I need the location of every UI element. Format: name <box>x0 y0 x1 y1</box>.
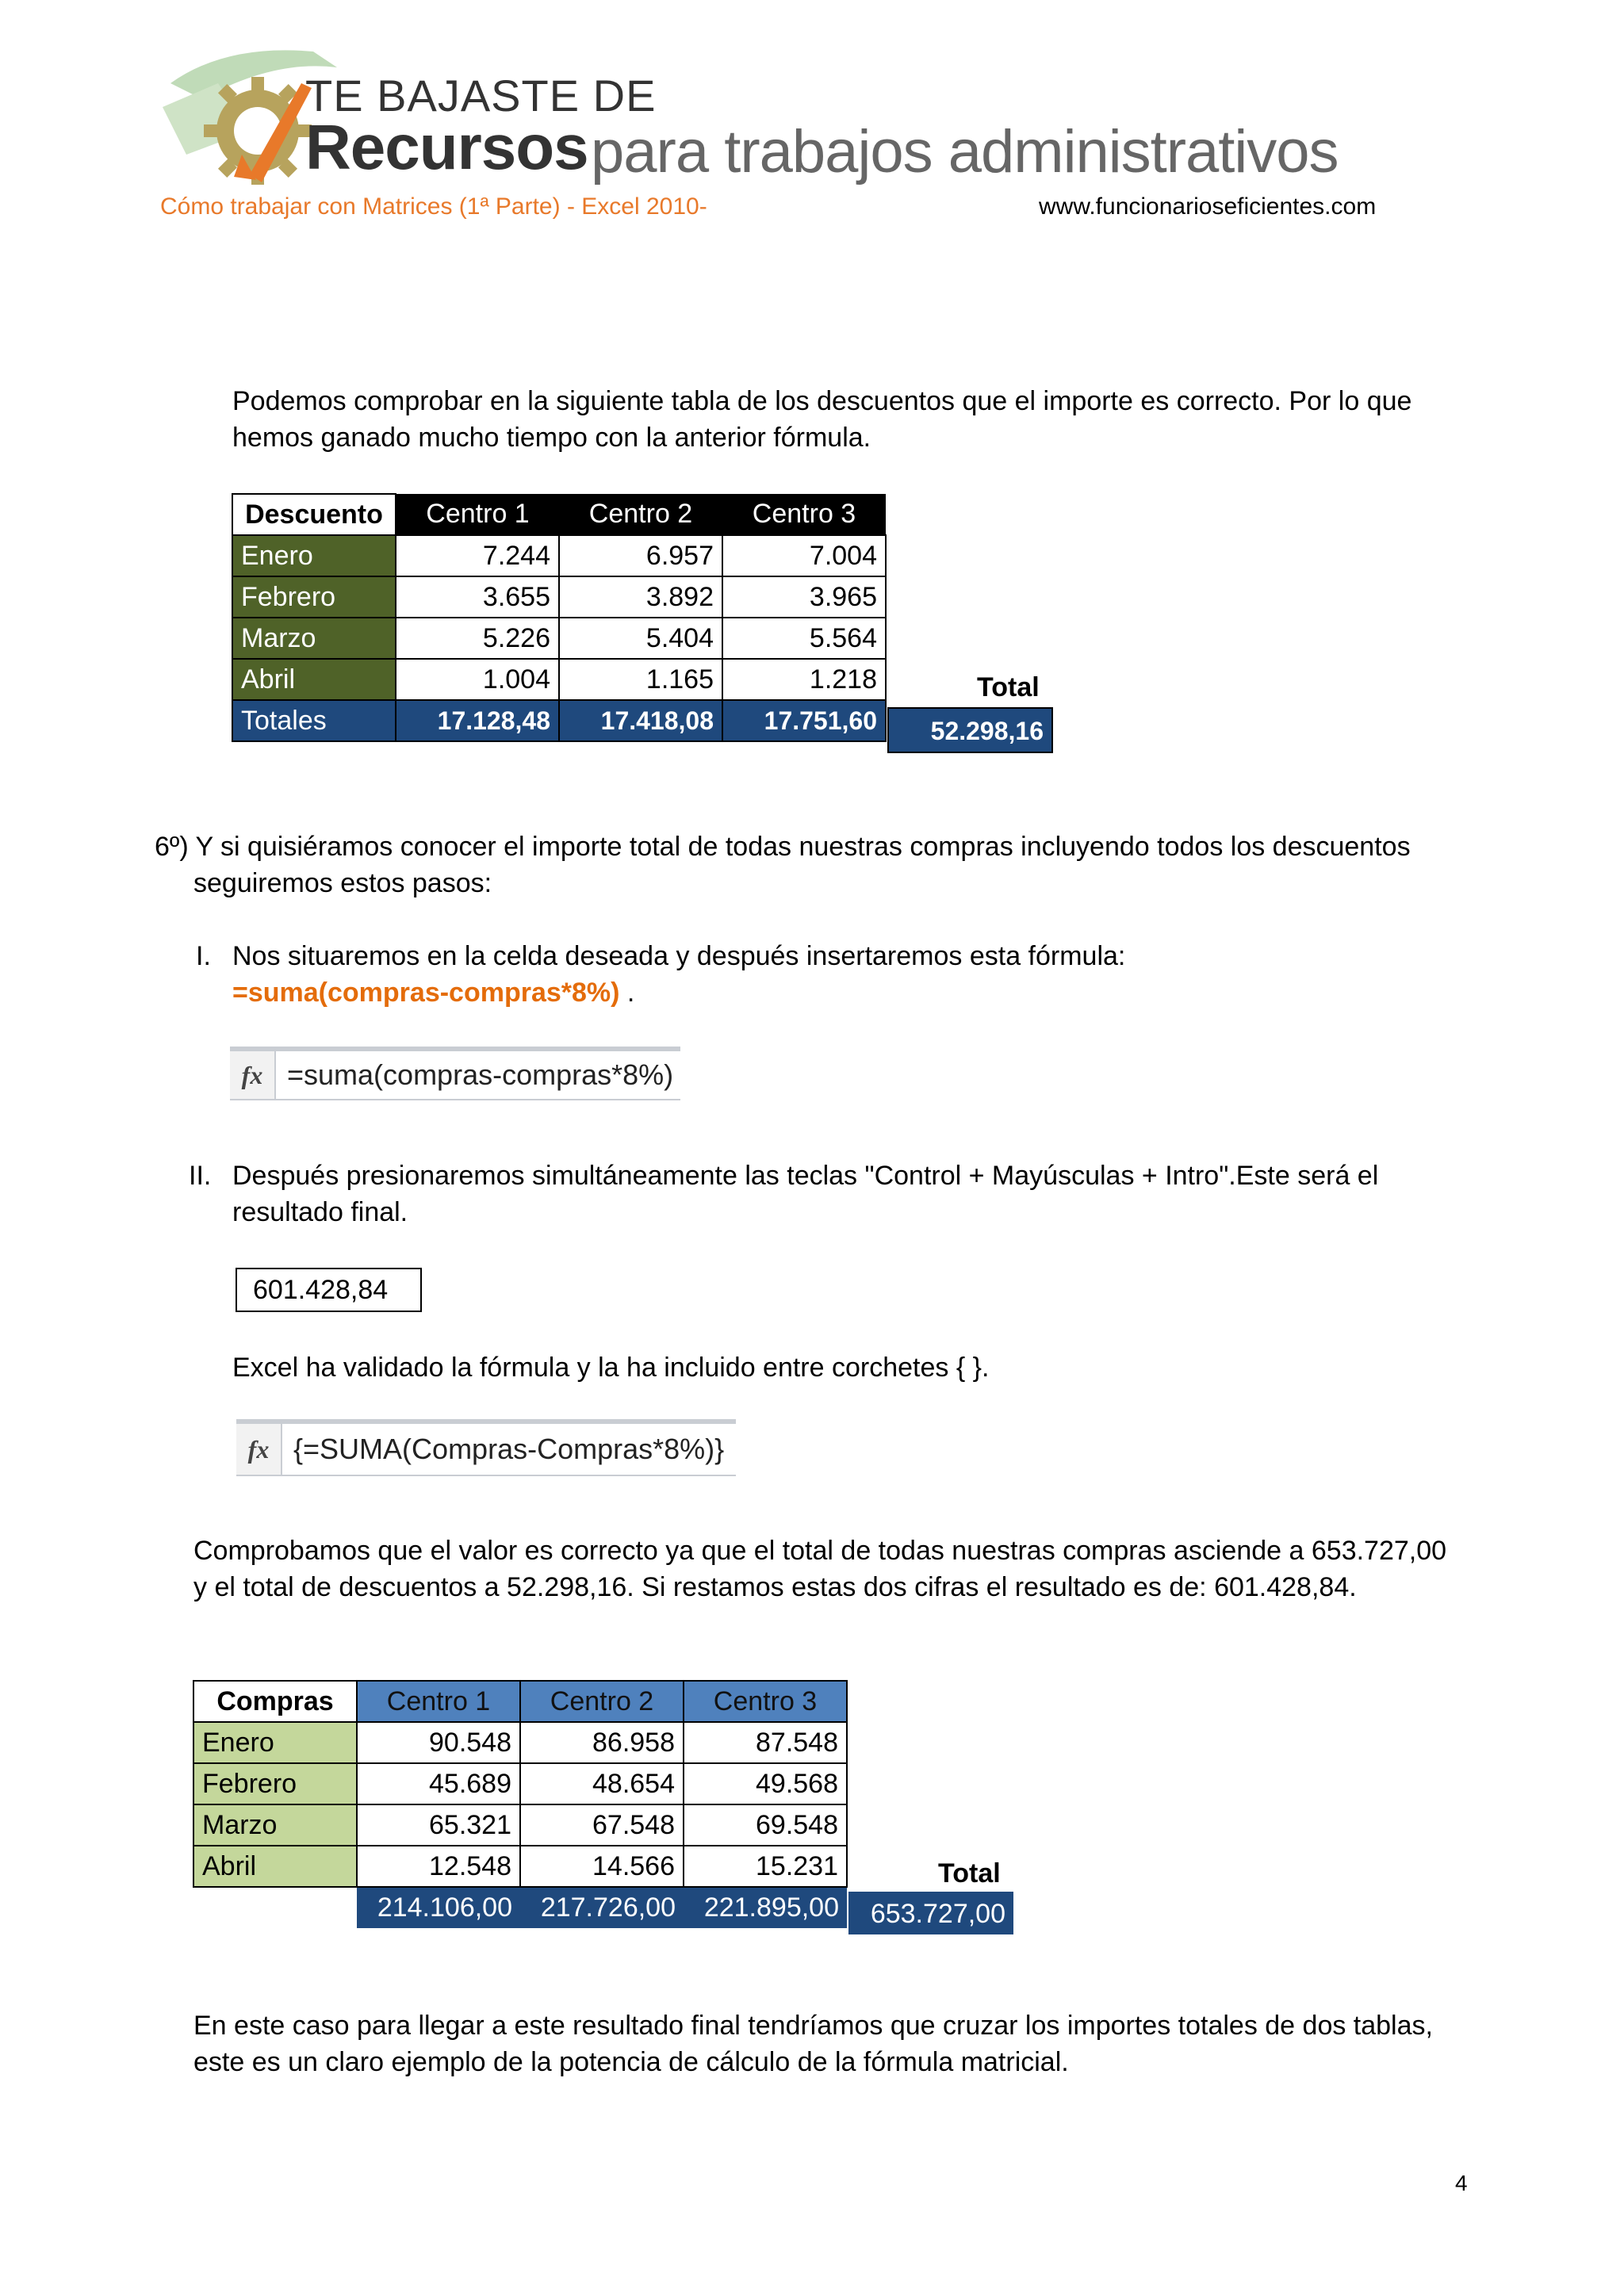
step1-dot: . <box>619 978 635 1008</box>
row-label: Abril <box>193 1846 357 1887</box>
totals-row <box>232 700 886 741</box>
table-row <box>193 1763 847 1804</box>
validated-text: Excel ha validado la fórmula y la ha incluido entre corchetes { }. <box>232 1353 990 1383</box>
step2-number: II. <box>189 1161 212 1191</box>
table-cell: 3.892 <box>559 576 722 618</box>
total-cell: 217.726,00 <box>520 1887 684 1928</box>
row-label: Febrero <box>193 1763 357 1804</box>
table-cell: 3.965 <box>722 576 886 618</box>
table-header-cell: Centro 2 <box>520 1681 684 1722</box>
closing-line-1: En este caso para llegar a este resultado final tendríamos que cruzar los importes totales de dos tablas, <box>193 2011 1433 2041</box>
row-label: Marzo <box>232 618 396 659</box>
table-header-cell: Compras <box>193 1681 357 1722</box>
table-header-row <box>232 494 886 535</box>
table-cell: 5.226 <box>396 618 559 659</box>
table-cell: 67.548 <box>520 1804 684 1846</box>
result-cell: 601.428,84 <box>236 1268 422 1312</box>
total-cell: 221.895,00 <box>684 1887 847 1928</box>
formula-bar-2-text[interactable]: {=SUMA(Compras-Compras*8%)} <box>293 1433 725 1465</box>
table-header-cell: Centro 1 <box>396 494 559 535</box>
table-header-cell: Descuento <box>232 494 396 535</box>
intro-line-2: hemos ganado mucho tiempo con la anterior fórmula. <box>232 423 871 453</box>
brand-line-1: TE BAJASTE DE <box>305 71 657 121</box>
discount-table <box>232 493 887 742</box>
table-cell: 7.244 <box>396 535 559 576</box>
step2-line-1: Después presionaremos simultáneamente las teclas "Control + Mayúsculas + Intro".Este será el <box>232 1161 1379 1191</box>
table-cell: 90.548 <box>357 1722 520 1763</box>
step1-formula: =suma(compras-compras*8%) <box>232 978 620 1008</box>
table-row <box>193 1846 847 1887</box>
row-label: Febrero <box>232 576 396 618</box>
step2-line-2: resultado final. <box>232 1197 408 1227</box>
table-cell: 6.957 <box>559 535 722 576</box>
table-row <box>193 1804 847 1846</box>
totals-label: Totales <box>232 700 396 741</box>
table-header-cell: Centro 2 <box>559 494 722 535</box>
row-label: Abril <box>232 659 396 700</box>
table-header-cell: Centro 1 <box>357 1681 520 1722</box>
table-cell: 48.654 <box>520 1763 684 1804</box>
table-cell: 12.548 <box>357 1846 520 1887</box>
table-cell: 65.321 <box>357 1804 520 1846</box>
empty-cell <box>193 1887 357 1928</box>
table-row <box>232 576 886 618</box>
table-header-cell: Centro 3 <box>684 1681 847 1722</box>
total-label: Total <box>938 1858 1001 1888</box>
document-title: Cómo trabajar con Matrices (1ª Parte) - Excel 2010- <box>160 193 707 220</box>
table-cell: 86.958 <box>520 1722 684 1763</box>
table-row <box>193 1722 847 1763</box>
grand-total-cell: 52.298,16 <box>887 707 1053 753</box>
brand-line-3: para trabajos administrativos <box>591 118 1339 186</box>
totals-row <box>193 1887 847 1928</box>
formula-bar-2[interactable] <box>236 1419 736 1476</box>
check-line-2: y el total de descuentos a 52.298,16. Si restamos estas dos cifras el resultado es de: 601.428,84. <box>193 1572 1357 1602</box>
table-row <box>232 535 886 576</box>
grand-total-cell: 653.727,00 <box>848 1892 1013 1934</box>
total-label: Total <box>977 672 1040 702</box>
table-header-cell: Centro 3 <box>722 494 886 535</box>
compras-table <box>193 1680 848 1928</box>
table-cell: 15.231 <box>684 1846 847 1887</box>
table-row <box>232 659 886 700</box>
table-cell: 7.004 <box>722 535 886 576</box>
total-cell: 17.751,60 <box>722 700 886 741</box>
step6-line-2: seguiremos estos pasos: <box>193 868 492 898</box>
table-cell: 1.218 <box>722 659 886 700</box>
step1-formula-line <box>232 974 634 1011</box>
table-cell: 69.548 <box>684 1804 847 1846</box>
table-header-row <box>193 1681 847 1722</box>
table-cell: 1.004 <box>396 659 559 700</box>
step6-line-1: 6º) Y si quisiéramos conocer el importe total de todas nuestras compras incluyendo todos los descuentos <box>155 832 1411 862</box>
table-cell: 1.165 <box>559 659 722 700</box>
table-cell: 14.566 <box>520 1846 684 1887</box>
table-cell: 49.568 <box>684 1763 847 1804</box>
total-cell: 17.418,08 <box>559 700 722 741</box>
fx-icon[interactable]: fx <box>230 1051 276 1099</box>
row-label: Enero <box>232 535 396 576</box>
formula-bar-1-text[interactable]: =suma(compras-compras*8%) <box>287 1058 674 1091</box>
table-cell: 45.689 <box>357 1763 520 1804</box>
table-cell: 5.564 <box>722 618 886 659</box>
row-label: Enero <box>193 1722 357 1763</box>
website-link[interactable]: www.funcionarioseficientes.com <box>1039 193 1377 220</box>
step1-number: I. <box>196 941 211 971</box>
page-number: 4 <box>1455 2171 1468 2195</box>
fx-icon[interactable]: fx <box>236 1424 282 1475</box>
total-cell: 17.128,48 <box>396 700 559 741</box>
formula-bar-1[interactable] <box>230 1047 680 1100</box>
table-cell: 87.548 <box>684 1722 847 1763</box>
check-line-1: Comprobamos que el valor es correcto ya que el total de todas nuestras compras asciende a 653.727,00 <box>193 1536 1447 1566</box>
table-cell: 5.404 <box>559 618 722 659</box>
intro-line-1: Podemos comprobar en la siguiente tabla de los descuentos que el importe es correcto. Por lo que <box>232 386 1412 416</box>
step1-text: Nos situaremos en la celda deseada y después insertaremos esta fórmula: <box>232 941 1126 971</box>
closing-line-2: este es un claro ejemplo de la potencia de cálculo de la fórmula matricial. <box>193 2047 1069 2077</box>
table-row <box>232 618 886 659</box>
row-label: Marzo <box>193 1804 357 1846</box>
brand-line-2: Recursos <box>305 112 588 182</box>
table-cell: 3.655 <box>396 576 559 618</box>
total-cell: 214.106,00 <box>357 1887 520 1928</box>
